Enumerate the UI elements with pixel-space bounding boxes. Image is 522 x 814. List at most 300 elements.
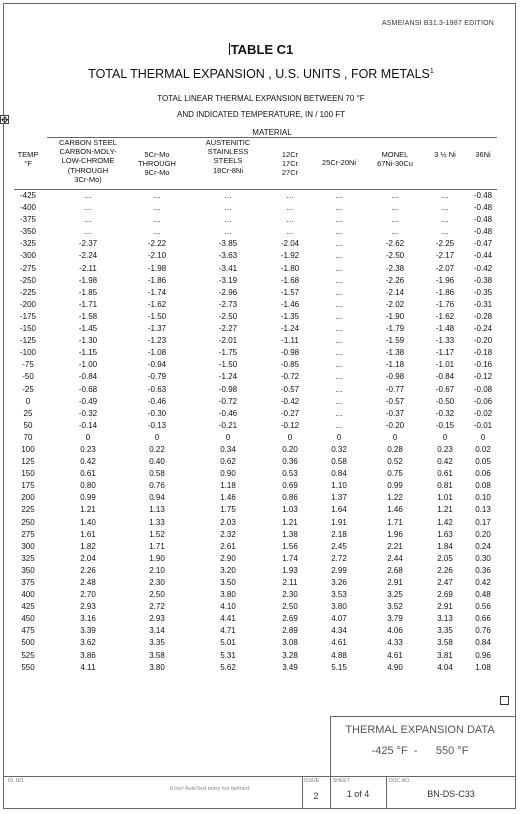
table-cell: 0 bbox=[25, 396, 31, 406]
table-cell: 1.01 bbox=[437, 493, 453, 503]
table-cell: -0.13 bbox=[147, 420, 167, 430]
table-cell: 4.06 bbox=[387, 626, 403, 636]
table-cell: 1.37 bbox=[331, 493, 347, 503]
table-cell: -1.48 bbox=[435, 324, 455, 334]
table-cell: 0.69 bbox=[282, 481, 298, 491]
table-cell: -1.92 bbox=[280, 251, 300, 261]
table-cell: ... bbox=[153, 191, 161, 200]
table-cell: -375 bbox=[19, 215, 36, 225]
table-cell: -0.48 bbox=[473, 215, 493, 225]
table-cell: 1.21 bbox=[437, 505, 453, 515]
column-header-temp: TEMP °F bbox=[17, 150, 39, 169]
table-cell: 0 bbox=[287, 432, 293, 442]
table-cell: 450 bbox=[21, 614, 35, 624]
table-cell: -0.48 bbox=[473, 227, 493, 237]
table-cell: 400 bbox=[21, 590, 35, 600]
table-cell: -50 bbox=[22, 372, 34, 382]
table-cell: -0.94 bbox=[147, 360, 167, 370]
table-cell: -2.10 bbox=[147, 251, 167, 261]
table-cell: 0.08 bbox=[475, 481, 491, 491]
table-cell: 3.39 bbox=[80, 626, 96, 636]
table-cell: 3.53 bbox=[331, 590, 347, 600]
table-cell: 2.68 bbox=[387, 565, 403, 575]
table-cell: 0.24 bbox=[475, 541, 491, 551]
table-cell: 1.71 bbox=[149, 541, 165, 551]
table-cell: -0.15 bbox=[435, 420, 455, 430]
column-ni36 bbox=[466, 190, 500, 674]
table-cell: -0.08 bbox=[473, 384, 493, 394]
table-cell: -0.37 bbox=[385, 408, 405, 418]
table-cell: 1.84 bbox=[437, 541, 453, 551]
table-cell: 0.99 bbox=[80, 493, 96, 503]
description-line-1: TOTAL LINEAR THERMAL EXPANSION BETWEEN 70 °F bbox=[157, 94, 365, 103]
table-cell: 0.90 bbox=[220, 469, 236, 479]
table-cell: 1.82 bbox=[80, 541, 96, 551]
table-cell: 1.91 bbox=[331, 517, 347, 527]
table-cell: 0.56 bbox=[475, 602, 491, 612]
table-cell: -150 bbox=[19, 324, 36, 334]
text-cursor bbox=[229, 43, 230, 55]
table-cell: -1.50 bbox=[147, 311, 167, 321]
table-cell: -0.47 bbox=[473, 239, 493, 249]
table-cell: -200 bbox=[19, 299, 36, 309]
table-cell: -0.32 bbox=[435, 408, 455, 418]
table-cell: 3.79 bbox=[387, 614, 403, 624]
table-cell: ... bbox=[84, 203, 92, 213]
table-cell: -1.79 bbox=[385, 324, 405, 334]
table-cell: 5.62 bbox=[220, 662, 236, 672]
table-cell: -0.38 bbox=[473, 275, 493, 285]
table-cell: 1.56 bbox=[282, 541, 298, 551]
table-cell: -1.15 bbox=[78, 348, 98, 358]
table-cell: 375 bbox=[21, 578, 35, 587]
table-cell: 1.13 bbox=[149, 505, 165, 515]
table-subtitle bbox=[0, 67, 522, 81]
table-cell: -1.75 bbox=[218, 348, 238, 358]
table-cell: ... bbox=[335, 251, 343, 261]
column-header-ni36: 36Ni bbox=[475, 150, 491, 159]
title-block-bottom-line bbox=[3, 776, 516, 777]
table-cell: 5.15 bbox=[331, 662, 347, 672]
table-move-handle-icon[interactable]: ✥ bbox=[1, 115, 9, 125]
table-cell: 1.64 bbox=[331, 505, 347, 515]
table-cell: ... bbox=[286, 215, 294, 225]
column-header-aus: AUSTENITIC STAINLESS STEELS 18Cr-8Ni bbox=[205, 138, 251, 175]
table-cell: 4.88 bbox=[331, 650, 347, 660]
table-cell: -25 bbox=[22, 384, 34, 394]
table-cell: 2.21 bbox=[387, 541, 403, 551]
table-cell: 4.11 bbox=[80, 662, 96, 672]
table-cell: 2.89 bbox=[282, 626, 298, 636]
table-cell: 0.34 bbox=[220, 444, 236, 454]
table-cell: ... bbox=[286, 203, 294, 213]
table-cell: 125 bbox=[21, 457, 35, 467]
table-cell: -1.98 bbox=[78, 275, 98, 285]
table-cell: 0.20 bbox=[282, 444, 298, 454]
table-cell: 1.71 bbox=[387, 517, 403, 527]
table-cell: 0.05 bbox=[475, 457, 491, 467]
table-cell: -0.18 bbox=[473, 348, 493, 358]
table-cell: -1.71 bbox=[78, 299, 98, 309]
table-cell: -2.62 bbox=[385, 239, 405, 249]
table-cell: 2.72 bbox=[331, 553, 347, 563]
table-cell: -2.17 bbox=[435, 251, 455, 261]
table-cell: 2.32 bbox=[220, 529, 236, 539]
table-cell: 5.31 bbox=[220, 650, 236, 660]
table-cell: 3.14 bbox=[149, 626, 165, 636]
table-cell: -2.11 bbox=[79, 263, 97, 273]
table-cell: 200 bbox=[21, 493, 35, 503]
table-cell: -3.63 bbox=[218, 251, 238, 261]
table-cell: 3.13 bbox=[437, 614, 453, 624]
table-cell: -1.24 bbox=[218, 372, 238, 382]
table-cell: 3.62 bbox=[80, 638, 96, 648]
column-cs bbox=[51, 190, 125, 674]
table-cell: 2.30 bbox=[149, 578, 165, 587]
table-cell: 1.18 bbox=[220, 481, 236, 491]
table-cell: ... bbox=[441, 215, 449, 225]
table-cell: 0.02 bbox=[475, 444, 491, 454]
table-cell: -425 bbox=[19, 191, 36, 200]
table-cell: -1.00 bbox=[78, 360, 98, 370]
table-cell: -1.37 bbox=[147, 324, 167, 334]
table-cell: -225 bbox=[19, 287, 36, 297]
table-cell: 0.30 bbox=[475, 553, 491, 563]
table-cell: -1.62 bbox=[147, 299, 167, 309]
table-cell: -2.01 bbox=[218, 336, 238, 346]
table-cell: 4.61 bbox=[387, 650, 403, 660]
table-cell: ... bbox=[335, 336, 343, 346]
table-cell: ... bbox=[441, 191, 449, 200]
table-cell: 0.61 bbox=[80, 469, 96, 479]
table-cell: ... bbox=[335, 420, 343, 430]
table-cell: -0.42 bbox=[473, 263, 493, 273]
table-cell: 0.58 bbox=[331, 457, 347, 467]
table-cell: -0.98 bbox=[218, 384, 238, 394]
table-cell: 1.40 bbox=[80, 517, 96, 527]
table-cell: ... bbox=[335, 287, 343, 297]
table-cell: ... bbox=[391, 191, 399, 200]
table-cell: 3.08 bbox=[282, 638, 298, 648]
table-cell: 5.01 bbox=[220, 638, 236, 648]
table-cell: -1.86 bbox=[435, 287, 455, 297]
table-cell: 100 bbox=[21, 444, 35, 454]
table-cell: ... bbox=[335, 299, 343, 309]
table-cell: 3.52 bbox=[387, 602, 403, 612]
table-cell: 0.84 bbox=[475, 638, 491, 648]
table-cell: 2.45 bbox=[331, 541, 347, 551]
table-cell: 1.46 bbox=[387, 505, 403, 515]
table-cell: -0.14 bbox=[78, 420, 98, 430]
table-cell: 3.20 bbox=[220, 565, 236, 575]
table-cell: ... bbox=[335, 311, 343, 321]
table-cell: ... bbox=[335, 203, 343, 213]
table-cell: ... bbox=[84, 191, 92, 200]
table-cell: 2.50 bbox=[149, 590, 165, 600]
table-cell: -0.24 bbox=[473, 324, 493, 334]
table-cell: 0 bbox=[392, 432, 398, 442]
table-cell: 275 bbox=[21, 529, 35, 539]
table-cell: 0.42 bbox=[437, 457, 453, 467]
table-cell: -1.01 bbox=[435, 360, 455, 370]
table-cell: -0.57 bbox=[385, 396, 405, 406]
table-cell: ... bbox=[391, 203, 399, 213]
sheet-label: SHEET bbox=[333, 778, 350, 784]
table-cell: -2.02 bbox=[385, 299, 405, 309]
column-cr5 bbox=[128, 190, 186, 674]
table-cell: -1.11 bbox=[281, 336, 299, 346]
table-cell: 0.94 bbox=[149, 493, 165, 503]
table-cell: -1.58 bbox=[78, 311, 98, 321]
table-cell: -0.48 bbox=[473, 191, 493, 200]
table-cell: -1.85 bbox=[78, 287, 98, 297]
column-monel bbox=[370, 190, 420, 674]
table-cell: -1.17 bbox=[435, 348, 455, 358]
table-title[interactable] bbox=[0, 42, 522, 57]
table-cell: 3.35 bbox=[149, 638, 165, 648]
table-cell: -2.24 bbox=[78, 251, 98, 261]
table-cell: -0.30 bbox=[147, 408, 167, 418]
title-block-title: THERMAL EXPANSION DATA bbox=[345, 724, 495, 736]
table-cell: -0.63 bbox=[147, 384, 167, 394]
table-cell: 3.16 bbox=[80, 614, 96, 624]
table-cell: 300 bbox=[21, 541, 35, 551]
table-cell: 3.81 bbox=[437, 650, 453, 660]
table-cell: 2.26 bbox=[437, 565, 453, 575]
table-cell: ... bbox=[224, 191, 232, 200]
table-cell: 2.11 bbox=[282, 578, 298, 587]
table-cell: ... bbox=[224, 215, 232, 225]
table-cell: 4.90 bbox=[387, 662, 403, 672]
table-cell: -1.38 bbox=[385, 348, 405, 358]
table-cell: -2.96 bbox=[218, 287, 238, 297]
issue-value: 2 bbox=[313, 791, 319, 801]
table-cell: 0.23 bbox=[437, 444, 453, 454]
table-cell: 3.86 bbox=[80, 650, 96, 660]
table-cell: -0.16 bbox=[473, 360, 493, 370]
table-cell: 1.75 bbox=[220, 505, 236, 515]
table-cell: 1.42 bbox=[437, 517, 453, 527]
table-cell: ... bbox=[335, 324, 343, 334]
table-cell: -0.72 bbox=[218, 396, 238, 406]
column-cr12 bbox=[270, 190, 310, 674]
table-cell: 0.36 bbox=[282, 457, 298, 467]
table-cell: 0 bbox=[336, 432, 342, 442]
table-cell: 2.47 bbox=[437, 578, 453, 587]
table-cell: 1.08 bbox=[475, 662, 491, 672]
table-cell: 0.99 bbox=[387, 481, 403, 491]
id-no-label: ID. NO. bbox=[8, 778, 25, 784]
table-cell: -0.98 bbox=[385, 372, 405, 382]
table-cell: -2.50 bbox=[218, 311, 238, 321]
table-cell: -0.21 bbox=[218, 420, 238, 430]
table-cell: ... bbox=[335, 275, 343, 285]
table-cell: -0.46 bbox=[218, 408, 238, 418]
description-line-2: AND INDICATED TEMPERATURE, IN / 100 FT bbox=[176, 110, 346, 119]
table-cell: 525 bbox=[21, 650, 35, 660]
table-cell: 0.10 bbox=[475, 493, 491, 503]
table-cell: -3.41 bbox=[218, 263, 238, 273]
table-cell: -1.74 bbox=[147, 287, 167, 297]
table-cell: 2.93 bbox=[149, 614, 165, 624]
table-cell: 1.10 bbox=[331, 481, 347, 491]
table-cell: -0.79 bbox=[147, 372, 167, 382]
table-cell: -0.12 bbox=[473, 372, 493, 382]
table-cell: 2.72 bbox=[149, 602, 165, 612]
table-cell: -0.48 bbox=[473, 203, 493, 213]
table-cell: 2.26 bbox=[80, 565, 96, 575]
table-cell: 3.80 bbox=[149, 662, 165, 672]
table-cell: -2.04 bbox=[280, 239, 300, 249]
table-cell: -1.50 bbox=[218, 360, 238, 370]
table-cell: 1.93 bbox=[282, 565, 298, 575]
table-cell: -0.20 bbox=[385, 420, 405, 430]
table-cell: 0.20 bbox=[475, 529, 491, 539]
table-cell: 2.90 bbox=[220, 553, 236, 563]
table-cell: -0.42 bbox=[280, 396, 300, 406]
table-cell: 500 bbox=[21, 638, 35, 648]
table-cell: 0.66 bbox=[475, 614, 491, 624]
edition-label: ASME/ANSI B31.3-1987 EDITION bbox=[381, 20, 494, 27]
table-cell: -175 bbox=[19, 311, 36, 321]
table-cell: 2.50 bbox=[282, 602, 298, 612]
doc-no-label: DOC NO. bbox=[389, 778, 411, 784]
table-cell: 0.53 bbox=[282, 469, 298, 479]
table-cell: ... bbox=[84, 227, 92, 237]
table-cell: 4.10 bbox=[220, 602, 236, 612]
table-cell: 3.58 bbox=[437, 638, 453, 648]
table-cell: -2.25 bbox=[435, 239, 455, 249]
table-cell: -0.12 bbox=[280, 420, 300, 430]
table-cell: -0.44 bbox=[473, 251, 493, 261]
table-cell: 50 bbox=[23, 420, 33, 430]
title-block-top-line bbox=[330, 716, 516, 717]
table-cell: ... bbox=[153, 215, 161, 225]
table-cell: 3.35 bbox=[437, 626, 453, 636]
table-cell: ... bbox=[335, 191, 343, 200]
table-cell: 70 bbox=[23, 432, 33, 442]
table-cell: 3.25 bbox=[387, 590, 403, 600]
table-cell: -0.67 bbox=[435, 384, 455, 394]
table-cell: -2.07 bbox=[435, 263, 455, 273]
resize-handle-icon[interactable] bbox=[500, 696, 509, 705]
table-cell: 1.63 bbox=[437, 529, 453, 539]
table-cell: 0.22 bbox=[149, 444, 165, 454]
table-cell: -3.19 bbox=[218, 275, 238, 285]
table-cell: 325 bbox=[21, 553, 35, 563]
table-cell: 0.81 bbox=[437, 481, 453, 491]
table-cell: 0.06 bbox=[475, 469, 491, 479]
table-cell: ... bbox=[224, 227, 232, 237]
table-cell: -1.76 bbox=[435, 299, 455, 309]
table-cell: -325 bbox=[19, 239, 36, 249]
table-cell: -2.37 bbox=[78, 239, 98, 249]
table-cell: -1.98 bbox=[147, 263, 167, 273]
table-cell: 1.96 bbox=[387, 529, 403, 539]
table-cell: -2.27 bbox=[218, 324, 238, 334]
table-cell: 25 bbox=[23, 408, 33, 418]
table-cell: -0.57 bbox=[280, 384, 300, 394]
table-cell: 1.74 bbox=[282, 553, 298, 563]
table-cell: -1.86 bbox=[147, 275, 167, 285]
table-cell: -2.50 bbox=[385, 251, 405, 261]
table-cell: 3.80 bbox=[220, 590, 236, 600]
table-cell: -100 bbox=[19, 348, 36, 358]
table-cell: -0.27 bbox=[280, 408, 300, 418]
table-cell: -1.57 bbox=[280, 287, 300, 297]
table-cell: 2.18 bbox=[331, 529, 347, 539]
table-cell: ... bbox=[286, 191, 294, 200]
table-cell: 2.69 bbox=[282, 614, 298, 624]
column-aus bbox=[193, 190, 263, 674]
table-cell: -1.96 bbox=[435, 275, 455, 285]
table-cell: 0 bbox=[442, 432, 448, 442]
subtitle-text: TOTAL THERMAL EXPANSION , U.S. UNITS , FOR METALS bbox=[88, 67, 430, 81]
table-cell: 1.03 bbox=[282, 505, 298, 515]
table-cell: -400 bbox=[19, 203, 36, 213]
table-cell: ... bbox=[335, 215, 343, 225]
table-cell: -1.62 bbox=[435, 311, 455, 321]
table-cell: 0.40 bbox=[149, 457, 165, 467]
table-cell: -1.68 bbox=[280, 275, 300, 285]
table-cell: 350 bbox=[21, 565, 35, 575]
table-cell: 4.07 bbox=[331, 614, 347, 624]
table-cell: -2.26 bbox=[385, 275, 405, 285]
table-cell: 0.13 bbox=[475, 505, 491, 515]
column-header-cr5: 5Cr-Mo THROUGH 9Cr-Mo bbox=[138, 150, 176, 178]
table-cell: -0.84 bbox=[435, 372, 455, 382]
table-cell: -300 bbox=[19, 251, 36, 261]
table-cell: -2.14 bbox=[385, 287, 405, 297]
autotext-error: Error! AutoText entry not defined. bbox=[170, 786, 251, 792]
table-cell: -0.49 bbox=[78, 396, 98, 406]
column-header-cr12: 12Cr 17Cr 27Cr bbox=[281, 150, 299, 178]
table-cell: ... bbox=[441, 203, 449, 213]
table-cell: -75 bbox=[22, 360, 34, 370]
table-cell: -0.28 bbox=[473, 311, 493, 321]
footnote-ref: 1 bbox=[429, 67, 434, 75]
table-cell: 1.61 bbox=[80, 529, 96, 539]
table-cell: ... bbox=[335, 408, 343, 418]
table-cell: ... bbox=[335, 360, 343, 370]
table-cell: -0.31 bbox=[473, 299, 493, 309]
table-cell: -1.35 bbox=[280, 311, 300, 321]
table-cell: 0.58 bbox=[149, 469, 165, 479]
column-header-cs: CARBON STEEL CARBON-MOLY- LOW-CHROME (THROUGH 3Cr-Mo) bbox=[59, 138, 117, 184]
table-cell: 0.17 bbox=[475, 517, 491, 527]
column-ni35 bbox=[425, 190, 465, 674]
table-cell: 0.62 bbox=[220, 457, 236, 467]
table-cell: 550 bbox=[21, 662, 35, 672]
title-block-range: -425 °F - 550 °F bbox=[371, 745, 469, 757]
table-cell: 0.28 bbox=[387, 444, 403, 454]
table-cell: -0.72 bbox=[280, 372, 300, 382]
table-cell: -2.22 bbox=[147, 239, 167, 249]
table-cell: ... bbox=[391, 215, 399, 225]
table-cell: ... bbox=[335, 227, 343, 237]
table-cell: -0.02 bbox=[473, 408, 493, 418]
table-cell: 2.61 bbox=[220, 541, 236, 551]
table-cell: 0.75 bbox=[387, 469, 403, 479]
table-cell: 2.99 bbox=[331, 565, 347, 575]
table-cell: ... bbox=[224, 203, 232, 213]
table-cell: -0.46 bbox=[147, 396, 167, 406]
table-cell: 1.38 bbox=[282, 529, 298, 539]
table-cell: 4.33 bbox=[387, 638, 403, 648]
table-cell: 0 bbox=[154, 432, 160, 442]
table-cell: 1.33 bbox=[149, 517, 165, 527]
table-cell: ... bbox=[84, 215, 92, 225]
